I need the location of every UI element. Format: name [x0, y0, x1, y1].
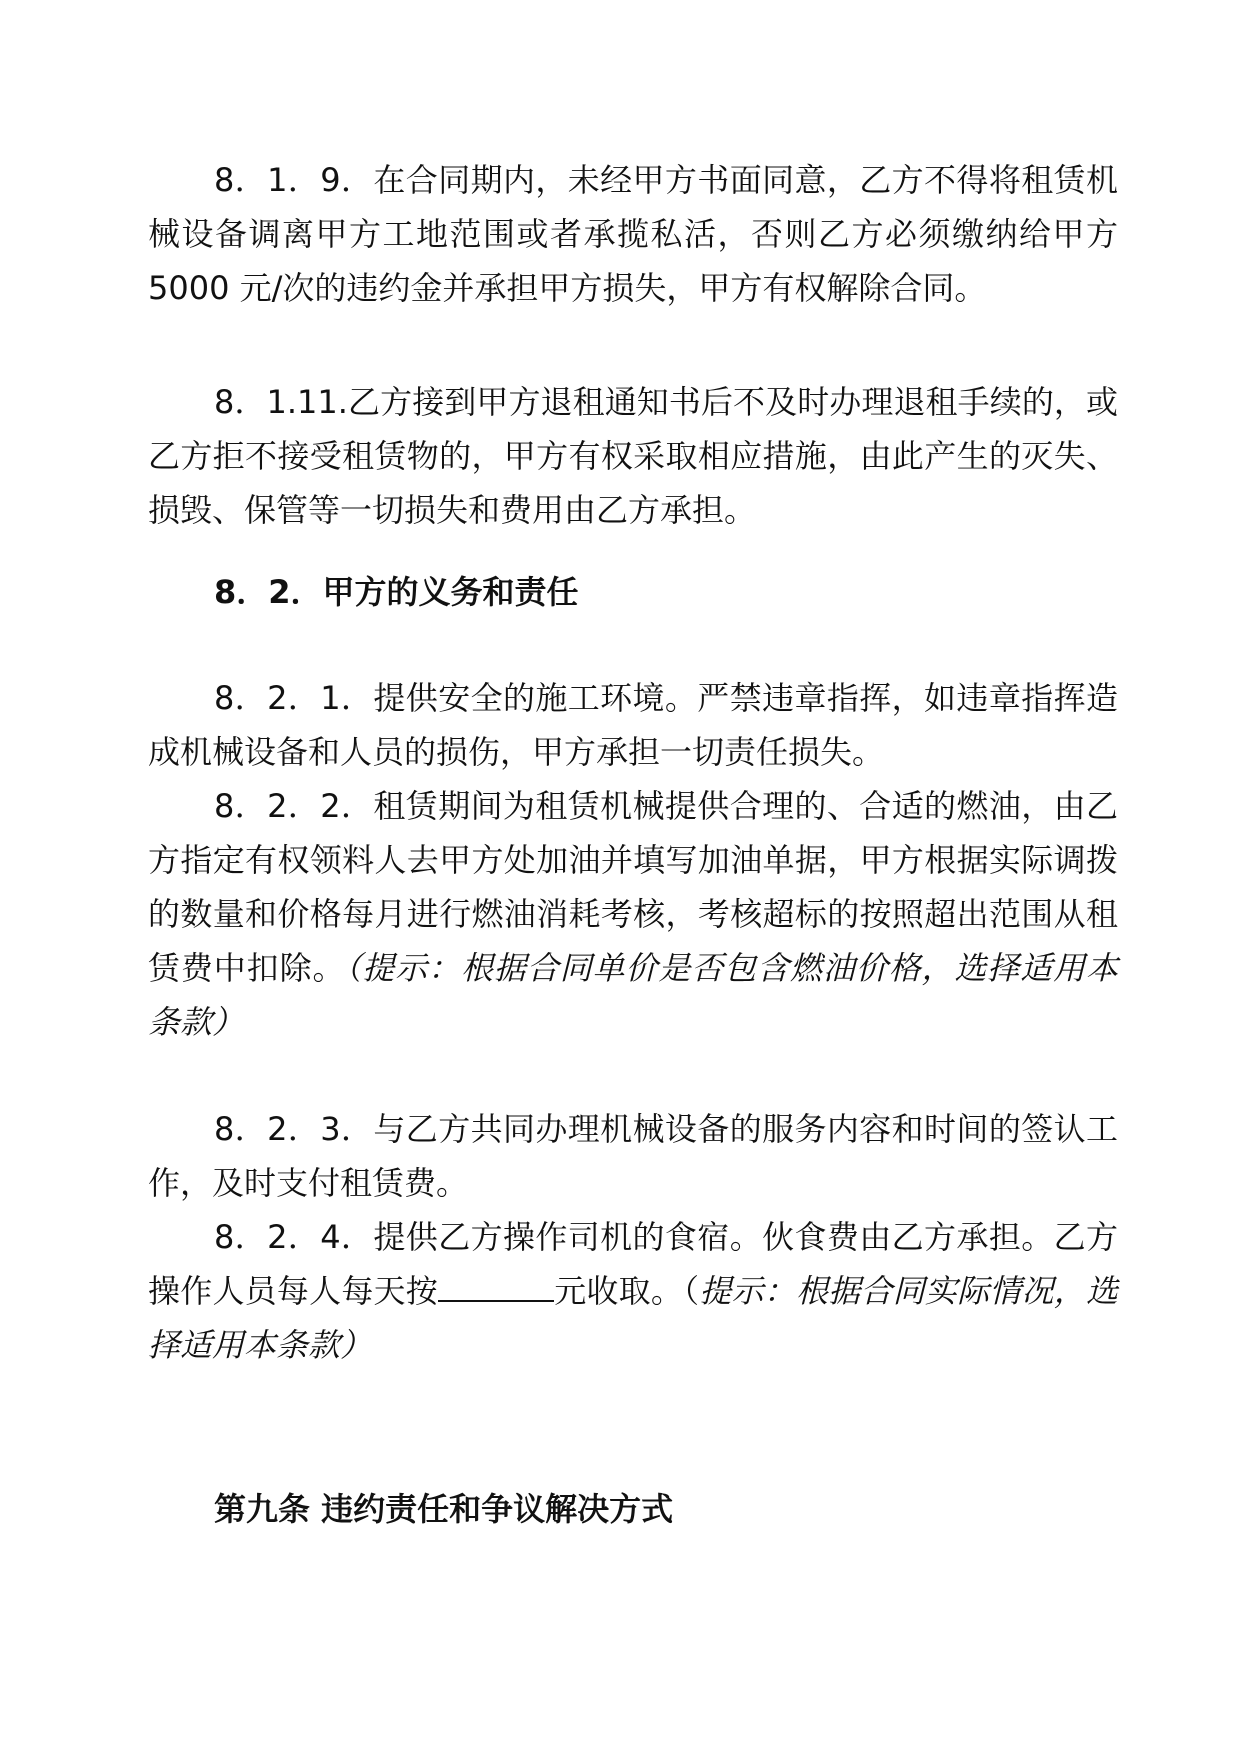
clause-8-2-2-text: 8．2．2．租赁期间为租赁机械提供合理的、合适的燃油，由乙方指定有权领料人去甲方处加油并填写加油单据，甲方根据实际调拨的数量和价格每月进行燃油消耗考核，考核超标的按照超出范围从租赁费中扣除。: [148, 787, 1118, 987]
clause-8-2-3-text: 8．2．3．与乙方共同办理机械设备的服务内容和时间的签认工作，及时支付租赁费。: [148, 1110, 1118, 1202]
clause-8-2-4-text-after: 元收取。: [553, 1272, 684, 1310]
clause-8-2-1: [148, 671, 1118, 779]
article-heading-9: 第九条 违约责任和争议解决方式: [214, 1490, 674, 1528]
clause-8-2-3: [148, 1102, 1118, 1210]
clause-8-2-4-hint-open: （: [683, 1272, 700, 1310]
clause-8-1-11-text: 8．1.11.乙方接到甲方退租通知书后不及时办理退租手续的，或乙方拒不接受租赁物的，甲方有权采取相应措施，由此产生的灭失、损毁、保管等一切损失和费用由乙方承担。: [148, 383, 1118, 529]
clause-8-2-2: [148, 779, 1118, 1049]
clause-8-2-4: [148, 1210, 1118, 1372]
clause-8-2-2-hint: （提示：根据合同单价是否包含燃油价格，选择适用本条款）: [148, 949, 1118, 1041]
clause-8-2-4-text-before: 8．2．4．提供乙方操作司机的食宿。伙食费由乙方承担。乙方操作人员每人每天按: [148, 1218, 1118, 1310]
clause-8-2-4-hint: 提示：根据合同实际情况，选择适用本条款）: [148, 1272, 1118, 1364]
clause-8-2-1-text: 8．2．1．提供安全的施工环境。严禁违章指挥，如违章指挥造成机械设备和人员的损伤，甲方承担一切责任损失。: [148, 679, 1118, 771]
section-heading-8-2: 8．2．甲方的义务和责任: [214, 573, 579, 611]
clause-8-1-9: [148, 153, 1118, 315]
clause-8-1-11: [148, 375, 1118, 537]
fill-in-blank-amount[interactable]: [438, 1270, 554, 1302]
clause-8-1-9-text: 8．1．9．在合同期内，未经甲方书面同意，乙方不得将租赁机械设备调离甲方工地范围或者承揽私活，否则乙方必须缴纳给甲方 5000 元/次的违约金并承担甲方损失，甲方有权解除合同。: [148, 161, 1118, 307]
